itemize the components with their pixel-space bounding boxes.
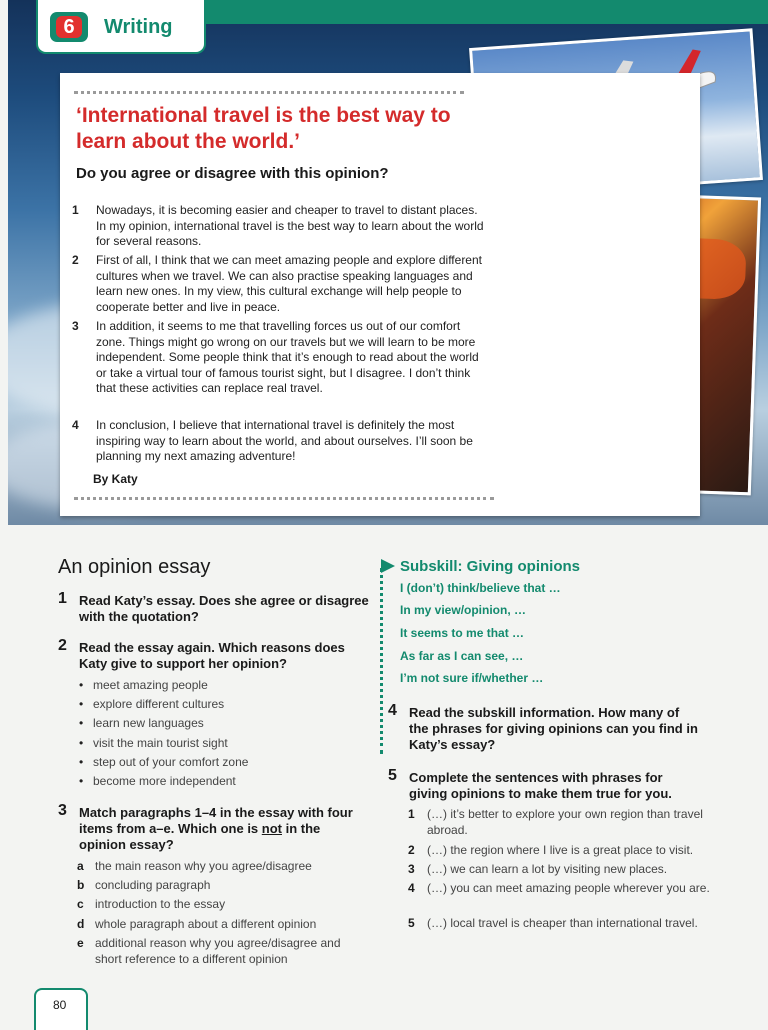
list-item: • visit the main tourist sight [93,736,228,750]
sentence-number: 4 [408,881,415,895]
subskill-title: Subskill: Giving opinions [400,558,581,575]
list-item: • explore different cultures [93,697,224,711]
sentence-text: (…) it’s better to explore your own region than travel abroad. [427,807,703,837]
item-text: the main reason why you agree/disagree [95,859,312,873]
sentence-number: 2 [408,843,415,857]
item-letter: b [77,878,85,892]
item-letter: e [77,936,84,950]
sentence-number: 1 [408,807,415,821]
exercise-1-text: Read Katy’s essay. Does she agree or disagree with the quotation? [79,593,369,624]
exercise-number: 5 [388,767,397,784]
unit-tab [36,0,206,54]
exercise-3-text-part: in the opinion essay? [79,821,321,852]
paragraph-number: 3 [72,319,79,333]
opinion-phrase: It seems to me that … [400,626,525,640]
exercise-3-not: not [261,821,282,836]
paragraph-number: 1 [72,203,79,217]
list-item: • step out of your comfort zone [93,755,248,769]
sentence-number: 5 [408,916,415,930]
paragraph-text: Nowadays, it is becoming easier and cheaper to travel to distant places. In my opinion, international travel is the best way to learn about the world for several reasons. [96,203,484,249]
dotted-divider [74,497,494,504]
exercise-number: 3 [58,802,67,819]
item-text: concluding paragraph [95,878,211,892]
opinion-phrase: As far as I can see, … [400,649,524,663]
exercise-5-text: Complete the sentences with phrases for giving opinions to make them true for you. [409,770,672,801]
exercise-number: 2 [58,637,67,654]
exercise-3-text-part: Match paragraphs 1–4 in the essay with four items from a–e. Which one is [79,805,353,836]
sentence-text: (…) we can learn a lot by visiting new places. [427,862,668,876]
subskill-dotted-rule [380,568,386,754]
exercise-number: 4 [388,702,397,719]
list-item: • learn new languages [93,716,204,730]
sentence-text: (…) you can meet amazing people wherever you are. [427,881,710,895]
unit-number: 6 [56,16,82,38]
opinion-phrase: I’m not sure if/whether … [400,671,544,685]
paragraph-number: 2 [72,253,79,267]
item-text: introduction to the essay [95,897,226,911]
item-text: whole paragraph about a different opinion [95,917,317,931]
item-text: additional reason why you agree/disagree and short reference to a different opinion [95,936,341,966]
exercise-number: 1 [58,590,67,607]
essay-quote: ‘International travel is the best way to learn about the world.’ [76,104,451,153]
unit-badge [50,12,88,42]
unit-title: Writing [104,16,173,38]
item-letter: a [77,859,84,873]
section-title: An opinion essay [58,556,211,578]
arrow-right-icon [381,559,395,573]
item-letter: d [77,917,85,931]
exercise-4-text: Read the subskill information. How many of the phrases for giving opinions can you find in Katy’s essay? [409,705,698,752]
essay-question: Do you agree or disagree with this opinion? [76,165,389,182]
sentence-text: (…) the region where I live is a great place to visit. [427,843,694,857]
opinion-phrase: I (don’t) think/believe that … [400,581,561,595]
header-bar [200,0,768,24]
sentence-number: 3 [408,862,415,876]
opinion-phrase: In my view/opinion, … [400,603,527,617]
dotted-divider [74,91,464,98]
essay-byline: By Katy [93,472,138,486]
list-item: • become more independent [93,774,236,788]
exercise-3-text [79,805,369,853]
sentence-text: (…) local travel is cheaper than international travel. [427,916,698,930]
paragraph-text: First of all, I think that we can meet amazing people and explore different cultures when we travel. We can also practise speaking languages and learn new ones. In my view, this cultural exchange will help people to cooperate better and live in peace. [96,253,482,314]
item-letter: c [77,897,84,911]
list-item: • meet amazing people [93,678,208,692]
paragraph-number: 4 [72,418,79,432]
exercise-2-text: Read the essay again. Which reasons does Katy give to support her opinion? [79,640,345,671]
paragraph-text: In addition, it seems to me that travelling forces us out of our comfort zone. Things might go wrong on our travels but we will learn to be more independent. Some people think that it’s enough to read about the world or take a virtual tour of famous tourist sight, but I disagree. I don’t think that these activities can replace real travel. [96,319,479,396]
essay-card [60,73,700,516]
page-number: 80 [53,998,67,1012]
paragraph-text: In conclusion, I believe that international travel is definitely the most inspiring way to learn about the world, and about ourselves. I’ll soon be planning my next amazing adventure! [96,418,473,464]
